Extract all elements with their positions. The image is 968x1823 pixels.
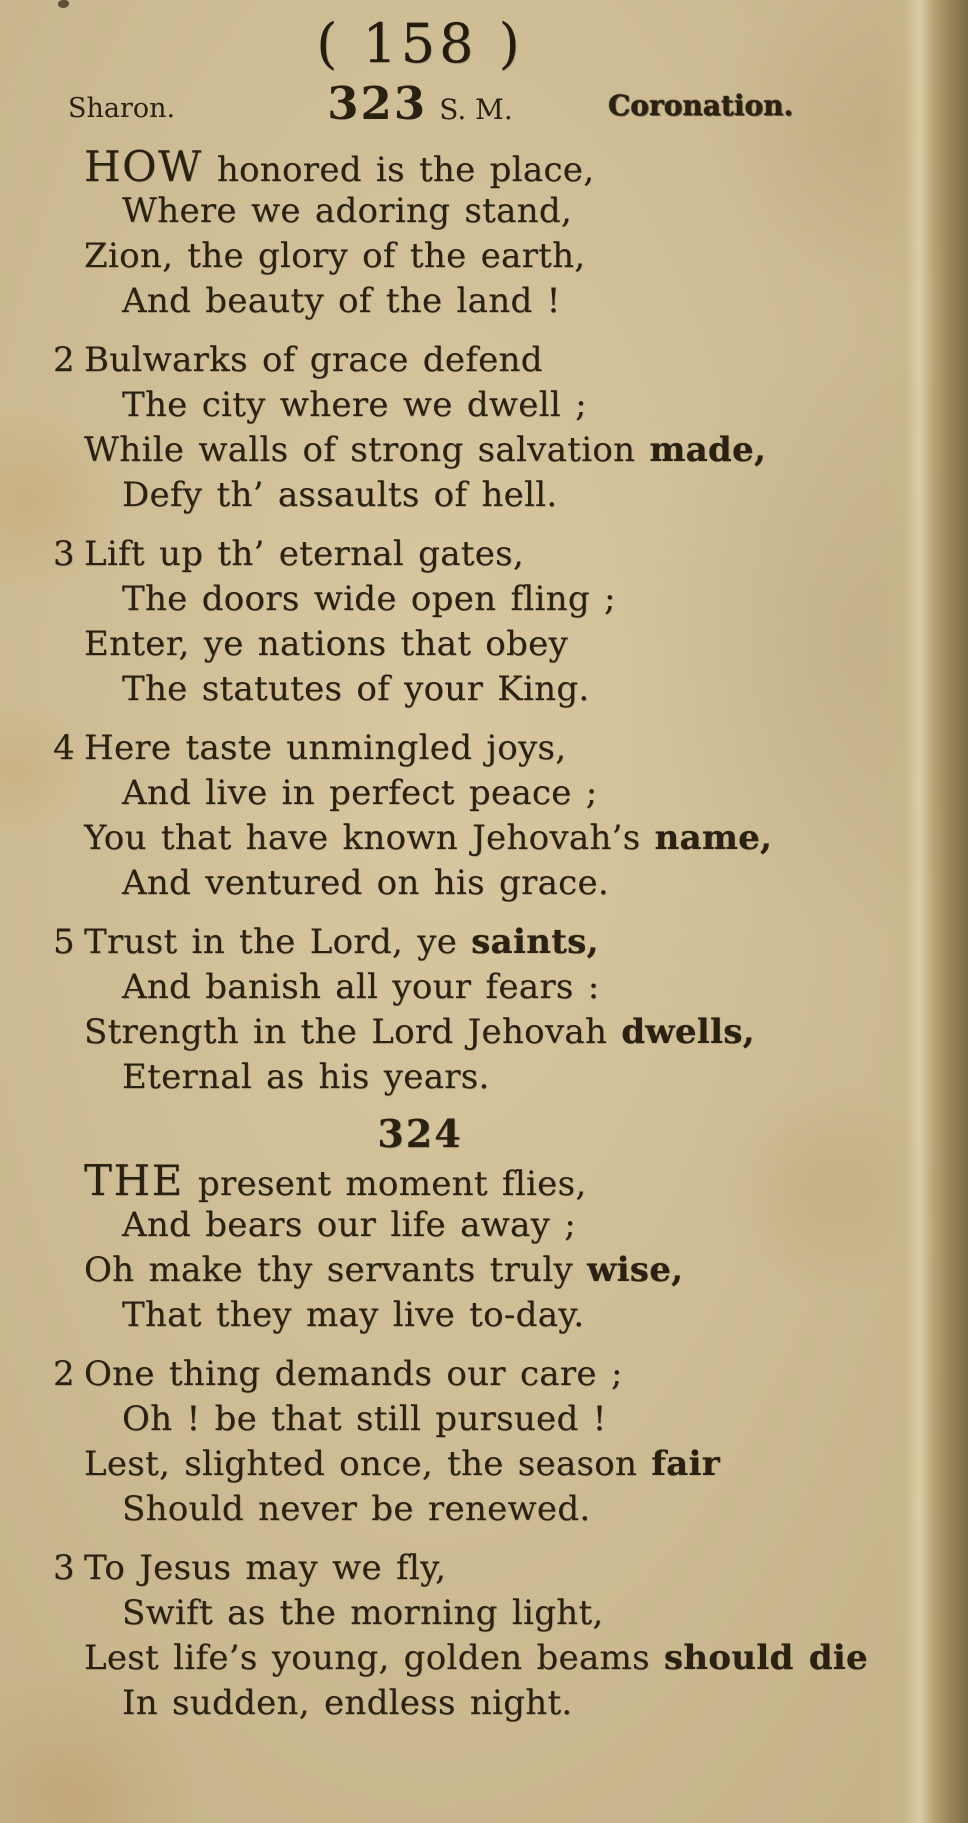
verse-line <box>122 667 840 712</box>
hymn-number-and-meter <box>327 77 513 130</box>
verse-line <box>84 1442 840 1487</box>
verse-line <box>84 1010 840 1055</box>
verse-line <box>122 383 840 428</box>
bold-text: dwells, <box>621 1012 755 1052</box>
verse <box>0 1158 840 1338</box>
verse-line <box>53 1352 840 1397</box>
line-text: honored is the place, <box>202 150 595 190</box>
verse-line <box>122 577 840 622</box>
line-text: To Jesus may we fly, <box>84 1548 447 1588</box>
line-text: In sudden, endless night. <box>122 1683 573 1723</box>
line-text: Oh make thy servants truly <box>84 1250 588 1290</box>
verse-line <box>53 338 840 383</box>
line-text: Swift as the morning light, <box>122 1593 604 1633</box>
hymn-323-section <box>0 144 840 1100</box>
line-text: And ventured on his grace. <box>122 863 610 903</box>
line-text: And bears our life away ; <box>122 1205 576 1245</box>
line-text: Enter, ye nations that obey <box>84 624 569 664</box>
verse-line <box>122 1591 840 1636</box>
verse-line <box>84 144 840 189</box>
verse-line <box>122 1293 840 1338</box>
verse-line <box>122 1055 840 1100</box>
verse-line <box>122 1397 840 1442</box>
line-text: present moment flies, <box>183 1164 587 1204</box>
line-text: The city where we dwell ; <box>122 385 587 425</box>
line-text: The doors wide open fling ; <box>122 579 616 619</box>
verse <box>0 338 840 518</box>
line-text: Here taste unmingled joys, <box>84 728 567 768</box>
line-text: Strength in the Lord Jehovah <box>84 1012 622 1052</box>
verse-line <box>84 1636 869 1681</box>
verse-line <box>122 189 840 234</box>
line-text: And beauty of the land ! <box>122 281 561 321</box>
bold-text: fair <box>651 1444 721 1484</box>
bold-text: wise, <box>587 1250 684 1290</box>
verse-line <box>122 1487 840 1532</box>
verse-line <box>122 1203 840 1248</box>
line-text: And live in perfect peace ; <box>122 773 598 813</box>
line-text: Lest life’s young, golden beams <box>84 1638 664 1678</box>
verse-line <box>122 473 840 518</box>
line-text: Zion, the glory of the earth, <box>84 236 586 276</box>
lead-word: HOW <box>84 142 203 191</box>
hymn-324-number: 324 <box>377 1111 463 1156</box>
verse <box>0 1546 869 1726</box>
verse-line <box>53 726 840 771</box>
lead-word: THE <box>84 1156 184 1205</box>
line-text: The statutes of your King. <box>122 669 590 709</box>
verse <box>0 726 840 906</box>
line-text: One thing demands our care ; <box>84 1354 623 1394</box>
bold-text: made, <box>649 430 767 470</box>
verse <box>0 920 840 1100</box>
verse-number: 5 <box>53 922 75 962</box>
verse-number: 3 <box>53 534 75 574</box>
line-text: That they may live to-day. <box>122 1295 585 1335</box>
bold-text: should die <box>663 1638 869 1678</box>
verse-line <box>84 1248 840 1293</box>
verse-number: 3 <box>53 1548 75 1588</box>
running-header <box>0 77 840 130</box>
line-text: Lift up th’ eternal gates, <box>84 534 525 574</box>
verse-line <box>122 279 840 324</box>
verse-number: 2 <box>53 1354 75 1394</box>
verse-line <box>53 532 840 577</box>
line-text: While walls of strong salvation <box>84 430 650 470</box>
verse-line <box>84 622 840 667</box>
bold-text: name, <box>654 818 773 858</box>
verse-line <box>122 1681 840 1726</box>
tune-name-left: Sharon. <box>68 93 176 124</box>
line-text: Eternal as his years. <box>122 1057 490 1097</box>
line-text: Should never be renewed. <box>122 1489 591 1529</box>
bold-text: saints, <box>471 922 599 962</box>
line-text: Lest, slighted once, the season <box>84 1444 652 1484</box>
verse-line <box>122 861 840 906</box>
page-number: ( 158 ) <box>316 12 524 75</box>
verse-line <box>122 965 840 1010</box>
line-text: And banish all your fears : <box>122 967 600 1007</box>
verse-number: 4 <box>53 728 75 768</box>
tune-name-right: Coronation. <box>608 89 794 122</box>
line-text: Where we adoring stand, <box>122 191 573 231</box>
verse-line <box>53 920 840 965</box>
verse-line <box>84 1158 840 1203</box>
verse <box>0 532 840 712</box>
line-text: You that have known Jehovah’s <box>84 818 655 858</box>
line-text: Trust in the Lord, ye <box>84 922 472 962</box>
line-text: Defy th’ assaults of hell. <box>122 475 558 515</box>
verse-line <box>122 771 840 816</box>
verse-line <box>53 1546 840 1591</box>
verse-number: 2 <box>53 340 75 380</box>
verse <box>0 1352 840 1532</box>
line-text: Bulwarks of grace defend <box>84 340 543 380</box>
verse <box>0 144 840 324</box>
meter-label: S. M. <box>439 93 513 126</box>
hymn-324-section <box>0 1156 869 1726</box>
hymn-number: 323 <box>327 77 428 130</box>
verse-line <box>84 816 840 861</box>
verse-line <box>84 234 840 279</box>
line-text: Oh ! be that still pursued ! <box>122 1399 607 1439</box>
verse-line <box>84 428 840 473</box>
